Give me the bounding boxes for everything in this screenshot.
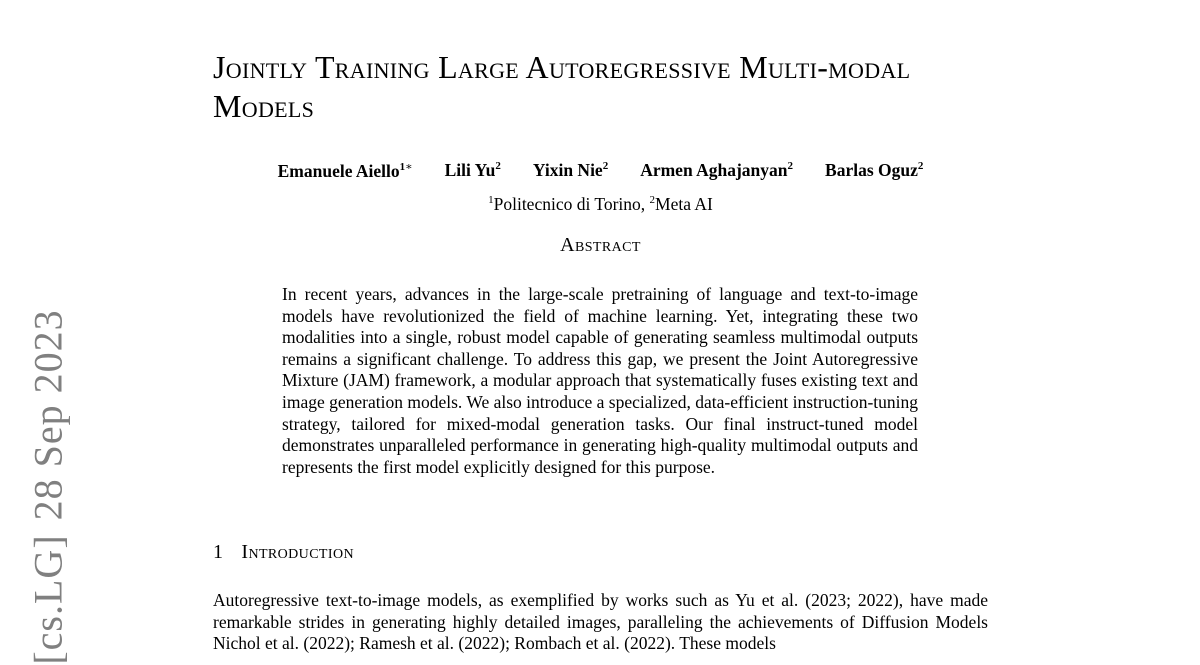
affiliations: $^1$Politecnico di Torino, $^2$Meta AI — [488, 194, 713, 214]
arxiv-category[interactable]: [cs.LG] — [25, 534, 71, 665]
arxiv-stamp — [25, 295, 72, 664]
affiliation-name: Meta AI — [655, 194, 713, 214]
author-name: Emanuele Aiello — [277, 160, 400, 181]
affiliation-mark: 1 — [488, 194, 494, 207]
author-name: Yixin Nie — [532, 160, 603, 180]
author-4 — [640, 160, 793, 182]
author-affiliation-mark: 2 — [787, 160, 794, 173]
author-2 — [445, 160, 501, 182]
section-heading — [213, 541, 354, 564]
intro-paragraph: Autoregressive text-to-image models, as exemplified by works such as Yu et al. (2023; 2022), have made remarkable strides in generating highly detailed images, paralleling the achievements of Diffusion Models Nichol et al. (2022); Ramesh et al. (2022); Rombach et al. (2022). These models — [213, 590, 988, 654]
author-affiliation-mark: 2 — [495, 160, 501, 173]
paper-title: Jointly Training Large Autoregressive Multi-modal Models — [213, 49, 911, 124]
section-title: Introduction — [241, 541, 354, 563]
abstract-heading: Abstract — [560, 234, 641, 256]
author-affiliation-mark: 2 — [602, 160, 609, 173]
corresponding-author-mark: ∗ — [405, 161, 413, 173]
author-name: Barlas Oguz — [825, 160, 918, 180]
author-affiliation-mark: 1 — [399, 161, 406, 173]
author-3 — [533, 160, 608, 182]
arxiv-date: 28 Sep 2023 — [25, 309, 71, 521]
author-1 — [278, 160, 413, 182]
section-number: 1 — [213, 541, 224, 563]
author-name: Armen Aghajanyan — [640, 160, 788, 180]
author-affiliation-mark: 2 — [917, 160, 924, 173]
author-5 — [825, 160, 923, 182]
author-name: Lili Yu — [444, 160, 496, 180]
affiliation-mark: 2 — [649, 194, 656, 207]
affiliation-name: Politecnico di Torino — [493, 194, 641, 214]
abstract-text: In recent years, advances in the large-scale pretraining of language and text-to-image models have revolutionized the field of machine learning. Yet, integrating these two modalities into a single, robust model capable of generating seamless multimodal outputs remains a significant challenge. To address this gap, we present the Joint Autoregressive Mixture (JAM) framework, a modular approach that systematically fuses existing text and image generation models. We also introduce a specialized, data-efficient instruction-tuning strategy, tailored for mixed-modal generation tasks. Our final instruct-tuned model demonstrates unparalleled performance in generating high-quality multimodal outputs and represents the first model explicitly designed for this purpose. — [282, 284, 918, 477]
author-list — [213, 160, 988, 182]
